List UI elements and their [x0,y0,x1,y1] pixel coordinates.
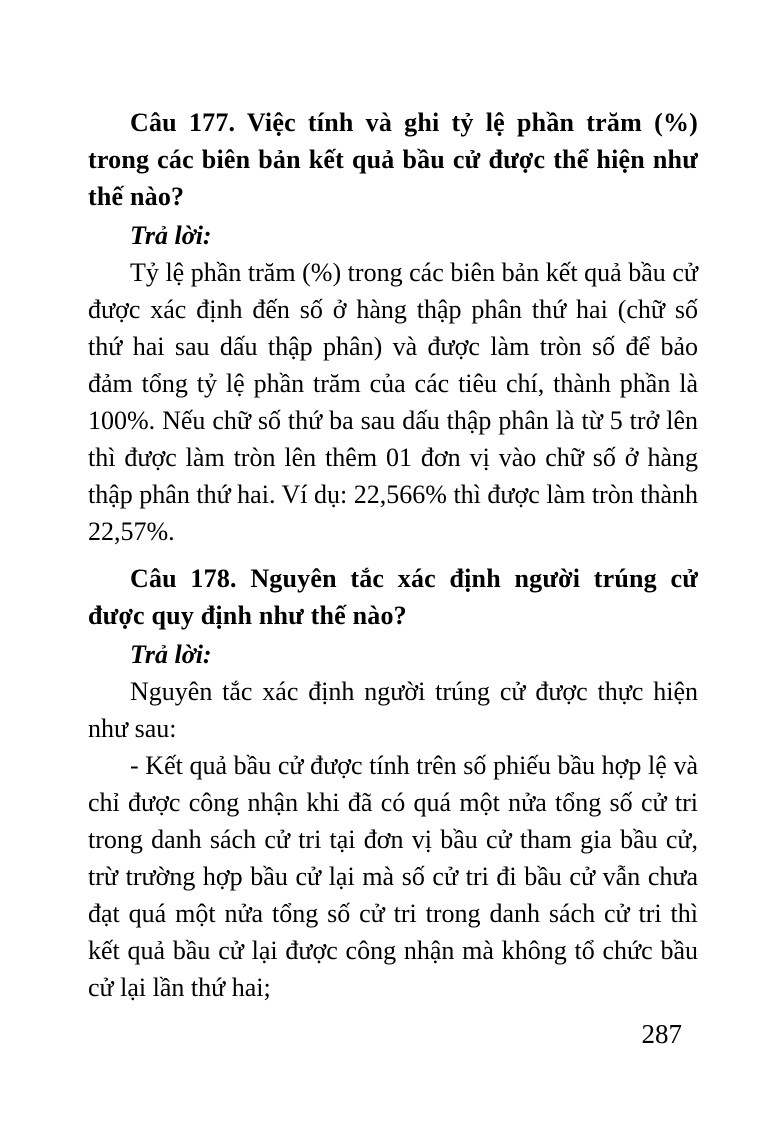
qa-section-177 [88,104,698,550]
question-heading: Câu 178. Nguyên tắc xác định người trúng cử được quy định như thế nào? [88,564,698,630]
page-content [88,104,698,1006]
answer-paragraph: - Kết quả bầu cử được tính trên số phiếu bầu hợp lệ và chỉ được công nhận khi đã có quá một nửa tổng số cử tri trong danh sách cử tri tại đơn vị bầu cử tham gia bầu cử, trừ trường hợp bầu cử lại mà số cử tri đi bầu cử vẫn chưa đạt quá một nửa tổng số cử tri trong danh sách cử tri thì kết quả bầu cử lại được công nhận mà không tổ chức bầu cử lại lần thứ hai; [88,751,698,1002]
qa-section-178 [88,560,698,1006]
question-heading: Câu 177. Việc tính và ghi tỷ lệ phần trăm (%) trong các biên bản kết quả bầu cử được thể hiện như thế nào? [88,108,698,211]
page-number: 287 [641,1019,682,1049]
answer-label: Trả lời: [130,221,212,250]
answer-paragraph: Nguyên tắc xác định người trúng cử được thực hiện như sau: [88,677,698,743]
answer-label: Trả lời: [130,640,212,669]
answer-paragraph: Tỷ lệ phần trăm (%) trong các biên bản kết quả bầu cử được xác định đến số ở hàng thập phân thứ hai (chữ số thứ hai sau dấu thập phân) và được làm tròn số để bảo đảm tổng tỷ lệ phần trăm của các tiêu chí, thành phần là 100%. Nếu chữ số thứ ba sau dấu thập phân là từ 5 trở lên thì được làm tròn lên thêm 01 đơn vị vào chữ số ở hàng thập phân thứ hai. Ví dụ: 22,566% thì được làm tròn thành 22,57%. [88,258,698,546]
